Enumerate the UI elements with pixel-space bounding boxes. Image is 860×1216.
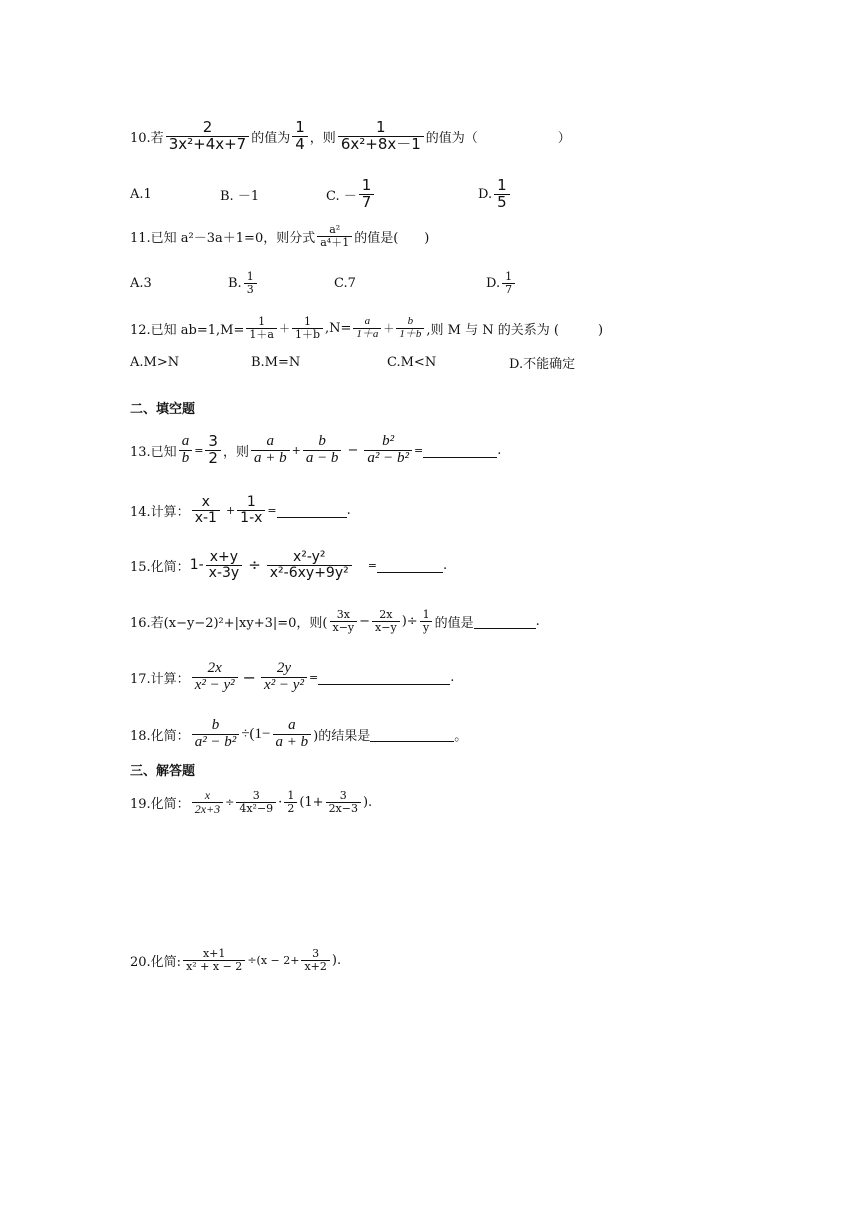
- question-15: 15.化简： 1- $\frac{x+y}{x-3y}$ ÷ $\frac{\text{x²-y²}}{\text{x²-6xy+9y²}}$ = .: [130, 548, 448, 581]
- question-11: [130, 216, 429, 256]
- q11-option-a: A.3: [130, 275, 152, 291]
- q18-answer-blank[interactable]: [370, 727, 454, 742]
- q10-fraction-3: $\frac{1}{\text{6x²+8x－1}}$: [338, 120, 424, 153]
- q10-text-2: ，则: [309, 130, 336, 146]
- q12-fraction-m1: $\frac{1}{1+a}$: [246, 316, 277, 340]
- q12-option-d: D.不能确定: [509, 356, 576, 372]
- q10-close: ）: [557, 130, 571, 146]
- q12-option-a: A.M>N: [130, 354, 180, 370]
- q10-option-c: C. － $\frac{1}{7}$: [326, 176, 376, 212]
- q11-label: 11.已知 a²－3a＋1=0，则分式: [130, 230, 316, 246]
- q19-label: 19.化简：: [130, 796, 190, 812]
- q12-tail: ,则 M 与 N 的关系为 ( ): [426, 322, 604, 338]
- q10-fraction-2: $\frac{1}{4}$: [292, 120, 308, 153]
- q11-option-b: B. $\frac{1}{3}$: [228, 265, 259, 301]
- question-14: 14.计算： $\frac{x}{x-1}$ + $\frac{1}{1-x}$ = .: [130, 493, 351, 526]
- q18-label: 18.化简：: [130, 728, 190, 744]
- q12-fraction-n1: $\frac{a}{1+a}$: [353, 316, 381, 340]
- q17-label: 17.计算：: [130, 671, 190, 687]
- q12-fraction-n2: $\frac{b}{1+b}$: [396, 316, 424, 340]
- question-16: 16.若(x−y−2)²+|xy+3|=0，则( $\frac{3x}{x-y}$ − $\frac{2x}{x-y}$ )÷ $\frac{1}{y}$ 的值是 .: [130, 607, 540, 634]
- q12-label: 12.已知 ab=1,M=: [130, 322, 245, 338]
- q15-answer-blank[interactable]: [377, 558, 443, 573]
- q15-label: 15.化简：: [130, 559, 190, 575]
- q12-option-b: B.M=N: [251, 354, 301, 370]
- q14-answer-blank[interactable]: [277, 503, 347, 518]
- q16-answer-blank[interactable]: [474, 614, 536, 629]
- q10-option-a: A.1: [130, 186, 152, 202]
- section-heading-solve: 三、解答题: [130, 764, 196, 779]
- section-heading-fill-in: 二、填空题: [130, 402, 196, 417]
- q10-tail: 的值为（: [425, 130, 478, 146]
- q10-label: 10.若: [130, 130, 164, 146]
- q11-fraction: $\frac{\text{a²}}{\text{a⁴＋1}}$: [317, 224, 352, 248]
- question-12: 12.已知 ab=1,M= $\frac{1}{1+a}$ ＋ $\frac{1}{1+b}$ ,N= $\frac{a}{1+a}$ ＋ $\frac{b}{1+b}$ ,则 M 与 N 的关系为 ( ): [130, 314, 604, 341]
- q13-answer-blank[interactable]: [423, 443, 497, 458]
- question-17: 17.计算： $\frac{2x}{\text{x² − y²}}$ − $\frac{2y}{\text{x² − y²}}$ = .: [130, 659, 455, 693]
- q10-option-d: D. $\frac{1}{5}$: [478, 176, 512, 212]
- q10-option-b: B. －1: [220, 188, 260, 204]
- q10-fraction-1: $\frac{2}{\text{3x²+4x+7}}$: [166, 120, 250, 153]
- q11-option-d: D. $\frac{1}{7}$: [486, 265, 517, 301]
- q12-option-c: C.M<N: [387, 354, 437, 370]
- question-18: 18.化简： $\frac{b}{\text{a² − b²}}$ ÷(1− $\frac{a}{a + b}$ )的结果是 。: [130, 716, 468, 750]
- q12-fraction-m2: $\frac{1}{1+b}$: [292, 316, 323, 340]
- question-10: [130, 113, 571, 159]
- question-19: 19.化简： $\frac{x}{2x+3}$ ÷ $\frac{3}{\text{4x²−9}}$ · $\frac{1}{2}$ (1+ $\frac{3}{2x-3}$ ).: [130, 787, 373, 816]
- question-13: 13.已知 $\frac{a}{b}$ = $\frac{3}{2}$ ，则 $\frac{a}{a + b}$ + $\frac{b}{a - b}$ − $\frac{\text{b²}}{\text{a² − b²}}$ = .: [130, 431, 502, 467]
- q20-label: 20.化简:: [130, 954, 182, 970]
- q10-text: 的值为: [251, 130, 291, 146]
- q17-answer-blank[interactable]: [318, 670, 450, 685]
- question-20: 20.化简: $\frac{x+1}{\text{x² + x − 2}}$ ÷(x − 2+ $\frac{3}{x+2}$ ).: [130, 946, 342, 973]
- q14-label: 14.计算：: [130, 504, 190, 520]
- q16-label: 16.若(x−y−2)²+|xy+3|=0，则(: [130, 615, 328, 631]
- q11-option-c: C.7: [334, 275, 356, 291]
- q11-tail: 的值是( ): [354, 230, 430, 246]
- q13-label: 13.已知: [130, 444, 177, 460]
